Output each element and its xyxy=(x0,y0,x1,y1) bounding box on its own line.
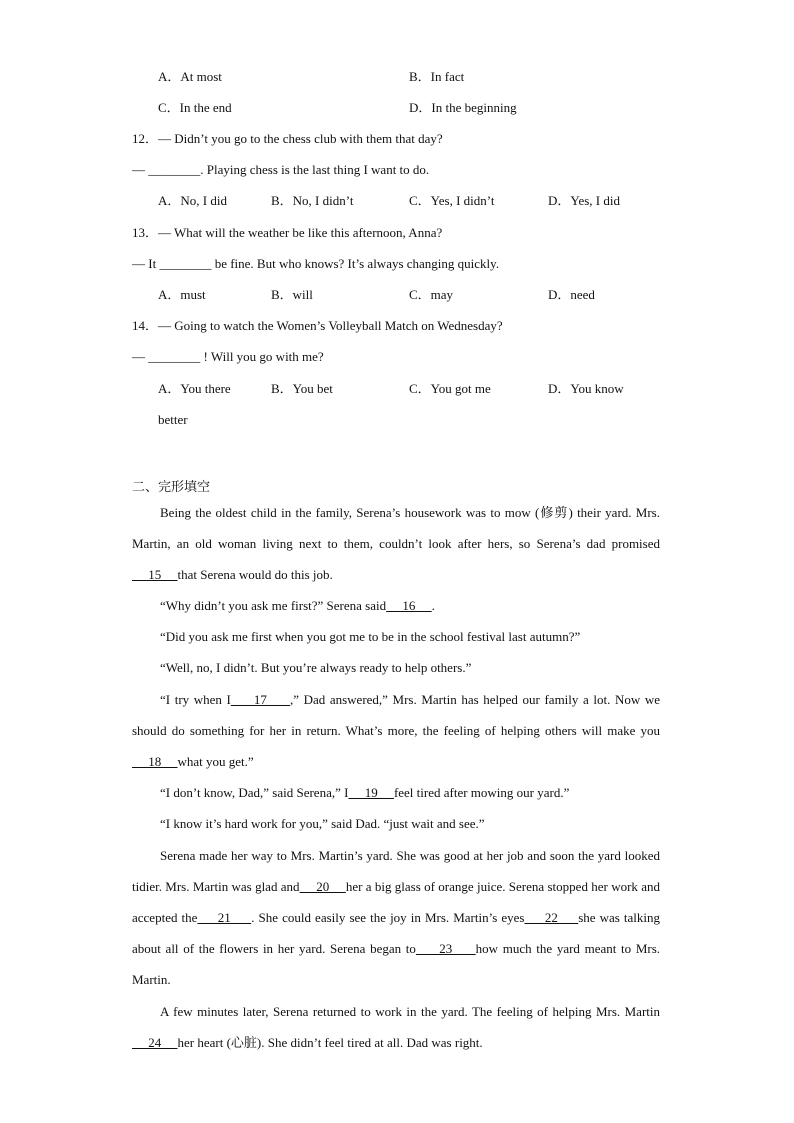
cloze-text: her heart (心脏). She didn’t feel tired at all. Dad was right. xyxy=(177,1035,483,1050)
q11-option-c: C．In the end xyxy=(158,100,232,115)
blank-21: 21 xyxy=(197,910,252,925)
q14-stem: 14．— Going to watch the Women’s Volleyball Match on Wednesday? xyxy=(132,318,503,333)
q12-option-c: C．Yes, I didn’t xyxy=(409,193,495,208)
section-title: 二、完形填空 xyxy=(132,480,211,495)
cloze-text: “I don’t know, Dad,” said Serena,” I xyxy=(160,785,349,800)
blank-22: 22 xyxy=(524,910,579,925)
cloze-text: she was talking about all of the flowers in her yard. Serena began to xyxy=(132,910,661,956)
q13-option-d: D．need xyxy=(548,287,595,302)
q12-option-a: A．No, I did xyxy=(158,193,227,208)
q14-option-d-wrap: better xyxy=(158,412,188,427)
cloze-text: “Why didn’t you ask me first?” Serena said xyxy=(160,598,387,613)
q14-option-d: D．You know xyxy=(548,381,624,396)
cloze-text: her a big glass of orange juice. Serena stopped her work and accepted the xyxy=(132,879,661,925)
cloze-text: “I try when I xyxy=(160,692,231,707)
cloze-paragraph-7 xyxy=(132,808,660,839)
cloze-text: A few minutes later, Serena returned to work in the yard. The feeling of helping Mrs. Martin xyxy=(160,1004,660,1019)
cloze-text: how much the yard meant to Mrs. Martin. xyxy=(132,941,661,987)
q12-option-d: D．Yes, I did xyxy=(548,193,620,208)
q14-option-a: A．You there xyxy=(158,381,231,396)
q11-option-b: B．In fact xyxy=(409,69,465,84)
cloze-text: “I know it’s hard work for you,” said Dad. “just wait and see.” xyxy=(160,816,485,831)
blank-19: 19 xyxy=(348,785,394,800)
cloze-text: ,” Dad answered,” Mrs. Martin has helped our family a lot. Now we should do something for her in return. What’s more, the feeling of helping others will make you xyxy=(132,692,661,738)
q13-reply: — It ________ be fine. But who knows? It’s always changing quickly. xyxy=(132,256,500,271)
q14-option-b: B．You bet xyxy=(271,381,333,396)
cloze-paragraph-9 xyxy=(132,996,660,1058)
q13-stem: 13．— What will the weather be like this afternoon, Anna? xyxy=(132,225,443,240)
cloze-paragraph-8 xyxy=(132,840,660,995)
cloze-paragraph-5 xyxy=(132,684,660,777)
q13-option-c: C．may xyxy=(409,287,454,302)
cloze-paragraph-4 xyxy=(132,652,660,683)
cloze-paragraph-3 xyxy=(132,621,660,652)
cloze-paragraph-6 xyxy=(132,777,660,808)
q12-option-b: B．No, I didn’t xyxy=(271,193,354,208)
cloze-paragraph-1 xyxy=(132,497,660,590)
q11-option-d: D．In the beginning xyxy=(409,100,517,115)
q12-reply: — ________. Playing chess is the last thing I want to do. xyxy=(132,162,430,177)
q13-option-b: B．will xyxy=(271,287,313,302)
q14-reply: — ________ ! Will you go with me? xyxy=(132,349,324,364)
cloze-text: . xyxy=(431,598,435,613)
cloze-text: Being the oldest child in the family, Serena’s housework was to mow (修剪) their yard. Mrs. Martin, an old woman living next to them, couldn’t look after hers, so Serena’s dad promised xyxy=(132,505,660,551)
cloze-text: “Well, no, I didn’t. But you’re always ready to help others.” xyxy=(160,660,472,675)
blank-18: 18 xyxy=(132,754,178,769)
q11-option-a: A．At most xyxy=(158,69,222,84)
cloze-text: “Did you ask me first when you got me to be in the school festival last autumn?” xyxy=(160,629,581,644)
cloze-text: what you get.” xyxy=(177,754,254,769)
cloze-text: that Serena would do this job. xyxy=(177,567,333,582)
blank-16: 16 xyxy=(386,598,432,613)
cloze-text: . She could easily see the joy in Mrs. Martin’s eyes xyxy=(251,910,525,925)
blank-24: 24 xyxy=(132,1035,178,1050)
cloze-text: Serena made her way to Mrs. Martin’s yard. She was good at her job and soon the yard looked tidier. Mrs. Martin was glad and xyxy=(132,848,660,894)
blank-15: 15 xyxy=(132,567,178,582)
cloze-paragraph-2 xyxy=(132,590,660,621)
blank-23: 23 xyxy=(415,941,476,956)
blank-17: 17 xyxy=(230,692,290,707)
blank-20: 20 xyxy=(299,879,346,894)
q14-option-c: C．You got me xyxy=(409,381,491,396)
q12-stem: 12．— Didn’t you go to the chess club with them that day? xyxy=(132,131,443,146)
cloze-text: feel tired after mowing our yard.” xyxy=(393,785,570,800)
q13-option-a: A．must xyxy=(158,287,206,302)
